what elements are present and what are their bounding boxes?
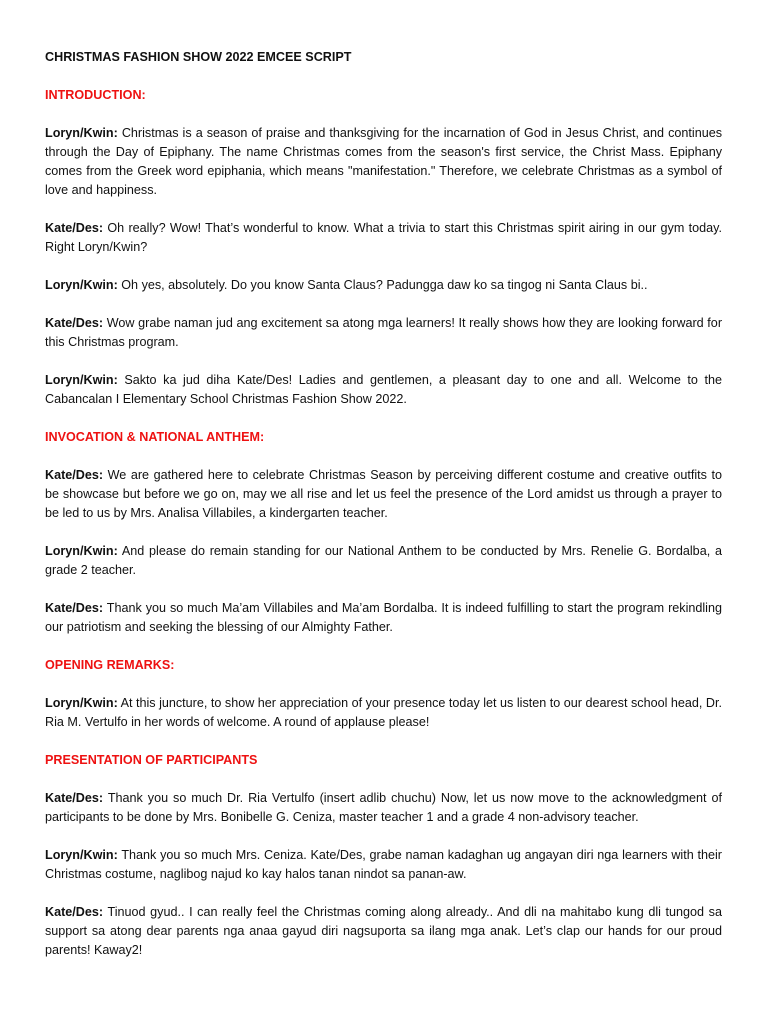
dialogue-line: [45, 219, 722, 257]
dialogue-text: We are gathered here to celebrate Christmas Season by perceiving different costume and creative outfits to be showcase but before we go on, may we all rise and let us feel the presence of the Lord amidst us through a prayer to be led to us by Mrs. Analisa Villabiles, a kindergarten teacher.: [45, 468, 723, 520]
speaker-name: Kate/Des:: [45, 316, 104, 330]
dialogue-line: [45, 314, 722, 352]
speaker-name: Kate/Des:: [45, 601, 104, 615]
dialogue-line: [45, 599, 722, 637]
dialogue-text: And please do remain standing for our National Anthem to be conducted by Mrs. Renelie G. Bordalba, a grade 2 teacher.: [45, 544, 722, 577]
speaker-name: Kate/Des:: [45, 468, 104, 482]
dialogue-text: Thank you so much Mrs. Ceniza. Kate/Des, grabe naman kadaghan ug angayan diri nga learners with their Christmas costume, naglibog najud ko kay halos tanan nindot sa panan-aw.: [45, 848, 722, 881]
dialogue-line: [45, 466, 722, 523]
section-heading-opening-remarks: OPENING REMARKS:: [45, 658, 175, 672]
section-heading-presentation-of-participants: PRESENTATION OF PARTICIPANTS: [45, 753, 258, 767]
dialogue-line: [45, 789, 722, 827]
section-heading-invocation: INVOCATION & NATIONAL ANTHEM:: [45, 430, 265, 444]
dialogue-line: [45, 371, 722, 409]
speaker-name: Loryn/Kwin:: [45, 373, 118, 387]
speaker-name: Loryn/Kwin:: [45, 696, 118, 710]
speaker-name: Kate/Des:: [45, 791, 104, 805]
dialogue-text: Tinuod gyud.. I can really feel the Christmas coming along already.. And dli na mahitabo kung dli tungod sa support sa atong dear parents nga anaa gayud diri nagsuporta sa ilang mga anak. Let’s clap our hands for our proud parents! Kaway2!: [45, 905, 722, 957]
dialogue-text: Sakto ka jud diha Kate/Des! Ladies and gentlemen, a pleasant day to one and all. Welcome to the Cabancalan I Elementary School Christmas Fashion Show 2022.: [45, 373, 723, 406]
dialogue-line: [45, 542, 722, 580]
speaker-name: Kate/Des:: [45, 905, 104, 919]
dialogue-text: Oh yes, absolutely. Do you know Santa Claus? Padungga daw ko sa tingog ni Santa Claus bi..: [121, 278, 648, 292]
dialogue-line: [45, 903, 722, 960]
dialogue-line: [45, 846, 722, 884]
dialogue-line: [45, 124, 722, 200]
speaker-name: Loryn/Kwin:: [45, 126, 118, 140]
speaker-name: Loryn/Kwin:: [45, 848, 118, 862]
speaker-name: Kate/Des:: [45, 221, 104, 235]
dialogue-text: Thank you so much Ma’am Villabiles and Ma’am Bordalba. It is indeed fulfilling to start the program rekindling our patriotism and seeking the blessing of our Almighty Father.: [45, 601, 722, 634]
speaker-name: Loryn/Kwin:: [45, 278, 118, 292]
dialogue-text: Christmas is a season of praise and thanksgiving for the incarnation of God in Jesus Christ, and continues through the Day of Epiphany. The name Christmas comes from the season's first service, the Christ Mass. Epiphany comes from the Greek word epiphania, which means "manifestation." Therefore, we celebrate Christmas as a symbol of love and happiness.: [45, 126, 723, 197]
dialogue-line: [45, 694, 722, 732]
dialogue-text: Wow grabe naman jud ang excitement sa atong mga learners! It really shows how they are looking forward for this Christmas program.: [45, 316, 723, 349]
dialogue-line: [45, 276, 722, 295]
document-title: CHRISTMAS FASHION SHOW 2022 EMCEE SCRIPT: [45, 50, 352, 64]
speaker-name: Loryn/Kwin:: [45, 544, 118, 558]
dialogue-text: Thank you so much Dr. Ria Vertulfo (insert adlib chuchu) Now, let us now move to the acknowledgment of participants to be done by Mrs. Bonibelle G. Ceniza, master teacher 1 and a grade 4 non-advisory teacher.: [45, 791, 722, 824]
section-heading-introduction: INTRODUCTION:: [45, 88, 146, 102]
dialogue-text: Oh really? Wow! That’s wonderful to know. What a trivia to start this Christmas spirit airing in our gym today. Right Loryn/Kwin?: [45, 221, 723, 254]
dialogue-text: At this juncture, to show her appreciation of your presence today let us listen to our dearest school head, Dr. Ria M. Vertulfo in her words of welcome. A round of applause please!: [45, 696, 722, 729]
